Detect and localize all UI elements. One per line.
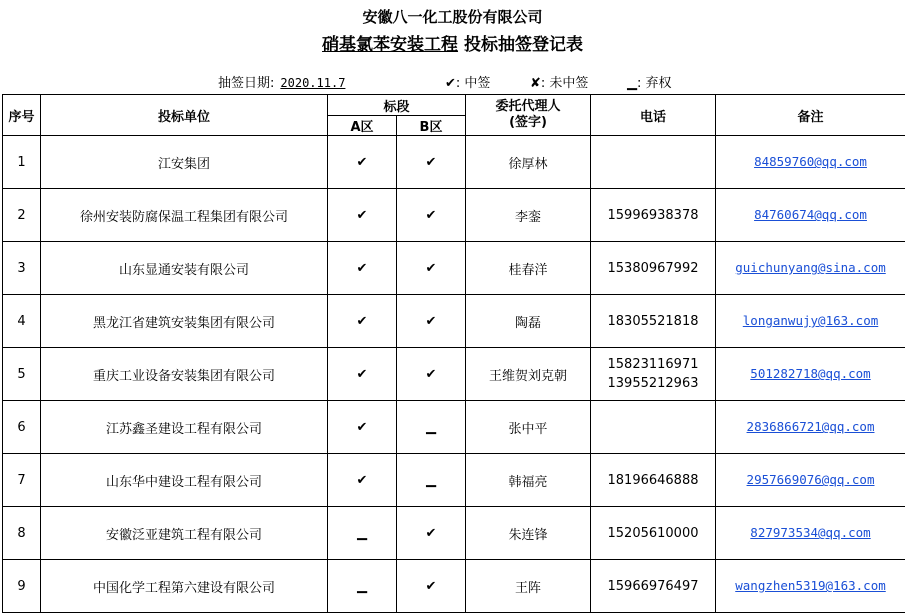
cell-a: ▁ bbox=[328, 560, 397, 613]
cell-phone bbox=[591, 348, 716, 401]
cell-b: ▁ bbox=[397, 401, 466, 454]
cell-email bbox=[716, 401, 905, 454]
header-row bbox=[3, 95, 905, 116]
col-agent-line1: 委托代理人 bbox=[495, 99, 561, 114]
cell-email bbox=[716, 454, 905, 507]
cell-seq: 1 bbox=[3, 136, 41, 189]
dash-icon: ▁ bbox=[627, 76, 637, 91]
email-link[interactable]: 2836866721@qq.com bbox=[746, 419, 875, 434]
cell-phone: 18305521818 bbox=[591, 295, 716, 348]
col-phone: 电话 bbox=[591, 95, 716, 136]
cell-b: ✔ bbox=[397, 507, 466, 560]
col-unit: 投标单位 bbox=[41, 95, 328, 136]
cell-unit: 江安集团 bbox=[41, 136, 328, 189]
date-label: 抽签日期: bbox=[218, 76, 275, 91]
cell-agent: 陶磊 bbox=[466, 295, 591, 348]
check-icon: ✔ bbox=[445, 76, 456, 91]
cell-b: ✔ bbox=[397, 242, 466, 295]
cell-phone bbox=[591, 401, 716, 454]
cell-seq: 6 bbox=[3, 401, 41, 454]
email-link[interactable]: 501282718@qq.com bbox=[750, 366, 871, 381]
cell-agent: 王维贺刘克朝 bbox=[466, 348, 591, 401]
cell-phone: 15205610000 bbox=[591, 507, 716, 560]
phone-line1: 15823116971 bbox=[607, 357, 699, 372]
cell-seq: 9 bbox=[3, 560, 41, 613]
cell-b: ✔ bbox=[397, 189, 466, 242]
cell-agent: 张中平 bbox=[466, 401, 591, 454]
table-row bbox=[3, 348, 905, 401]
email-link[interactable]: 827973534@qq.com bbox=[750, 525, 871, 540]
col-agent bbox=[466, 95, 591, 136]
cell-email bbox=[716, 560, 905, 613]
email-link[interactable]: 2957669076@qq.com bbox=[746, 472, 875, 487]
cell-agent: 王阵 bbox=[466, 560, 591, 613]
cell-unit: 重庆工业设备安装集团有限公司 bbox=[41, 348, 328, 401]
legend-lost bbox=[530, 72, 588, 91]
cell-agent: 韩福亮 bbox=[466, 454, 591, 507]
cell-phone: 15966976497 bbox=[591, 560, 716, 613]
cell-unit: 山东华中建设工程有限公司 bbox=[41, 454, 328, 507]
cell-seq: 5 bbox=[3, 348, 41, 401]
registration-table bbox=[2, 94, 905, 613]
cell-unit: 安徽泛亚建筑工程有限公司 bbox=[41, 507, 328, 560]
cell-agent: 徐厚林 bbox=[466, 136, 591, 189]
cell-seq: 7 bbox=[3, 454, 41, 507]
cell-seq: 8 bbox=[3, 507, 41, 560]
table-row bbox=[3, 401, 905, 454]
cell-seq: 4 bbox=[3, 295, 41, 348]
cell-agent: 朱连锋 bbox=[466, 507, 591, 560]
cell-a: ✔ bbox=[328, 348, 397, 401]
col-section-b: B区 bbox=[397, 116, 466, 136]
cell-email bbox=[716, 136, 905, 189]
cell-a: ✔ bbox=[328, 454, 397, 507]
col-section: 标段 bbox=[328, 95, 466, 116]
cell-agent: 桂春洋 bbox=[466, 242, 591, 295]
cell-unit: 徐州安装防腐保温工程集团有限公司 bbox=[41, 189, 328, 242]
legend-abstain bbox=[627, 72, 672, 91]
title-rest: 投标抽签登记表 bbox=[463, 35, 583, 55]
email-link[interactable]: longanwujy@163.com bbox=[742, 313, 879, 328]
email-link[interactable]: wangzhen5319@163.com bbox=[735, 578, 886, 593]
cell-unit: 黑龙江省建筑安装集团有限公司 bbox=[41, 295, 328, 348]
cell-unit: 中国化学工程第六建设有限公司 bbox=[41, 560, 328, 613]
table-row bbox=[3, 560, 905, 613]
cell-b: ✔ bbox=[397, 560, 466, 613]
cell-email bbox=[716, 348, 905, 401]
cell-email bbox=[716, 295, 905, 348]
date-value: 2020.11.7 bbox=[280, 76, 346, 90]
table-row bbox=[3, 507, 905, 560]
cell-unit: 山东显通安装有限公司 bbox=[41, 242, 328, 295]
cell-email bbox=[716, 242, 905, 295]
table-row bbox=[3, 295, 905, 348]
cross-icon: ✘ bbox=[530, 76, 541, 91]
col-agent-line2: (签字) bbox=[509, 115, 547, 130]
col-remark: 备注 bbox=[716, 95, 905, 136]
cell-b: ✔ bbox=[397, 348, 466, 401]
table-row bbox=[3, 189, 905, 242]
col-section-a: A区 bbox=[328, 116, 397, 136]
phone-line2: 13955212963 bbox=[607, 376, 699, 391]
cell-b: ▁ bbox=[397, 454, 466, 507]
legend-won bbox=[445, 72, 490, 91]
page-title bbox=[0, 30, 905, 55]
cell-a: ✔ bbox=[328, 136, 397, 189]
cell-email bbox=[716, 189, 905, 242]
table-row bbox=[3, 242, 905, 295]
cell-a: ▁ bbox=[328, 507, 397, 560]
email-link[interactable]: guichunyang@sina.com bbox=[735, 260, 886, 275]
cell-a: ✔ bbox=[328, 401, 397, 454]
table-row bbox=[3, 454, 905, 507]
cell-phone bbox=[591, 136, 716, 189]
legend-abstain-label: : 弃权 bbox=[637, 76, 672, 91]
cell-a: ✔ bbox=[328, 189, 397, 242]
draw-date bbox=[218, 72, 357, 91]
legend-won-label: : 中签 bbox=[455, 76, 491, 91]
cell-b: ✔ bbox=[397, 136, 466, 189]
table-row bbox=[3, 136, 905, 189]
cell-seq: 2 bbox=[3, 189, 41, 242]
title-project: 硝基氯苯安装工程 bbox=[322, 35, 459, 55]
cell-a: ✔ bbox=[328, 295, 397, 348]
cell-phone: 15996938378 bbox=[591, 189, 716, 242]
cell-unit: 江苏鑫圣建设工程有限公司 bbox=[41, 401, 328, 454]
cell-phone: 18196646888 bbox=[591, 454, 716, 507]
cell-a: ✔ bbox=[328, 242, 397, 295]
email-link[interactable]: 84760674@qq.com bbox=[754, 207, 867, 222]
col-seq: 序号 bbox=[3, 95, 41, 136]
company-name: 安徽八一化工股份有限公司 bbox=[362, 8, 543, 26]
cell-phone: 15380967992 bbox=[591, 242, 716, 295]
cell-seq: 3 bbox=[3, 242, 41, 295]
email-link[interactable]: 84859760@qq.com bbox=[754, 154, 867, 169]
cell-email bbox=[716, 507, 905, 560]
cell-b: ✔ bbox=[397, 295, 466, 348]
cell-agent: 李銮 bbox=[466, 189, 591, 242]
legend-lost-label: : 未中签 bbox=[540, 76, 589, 91]
